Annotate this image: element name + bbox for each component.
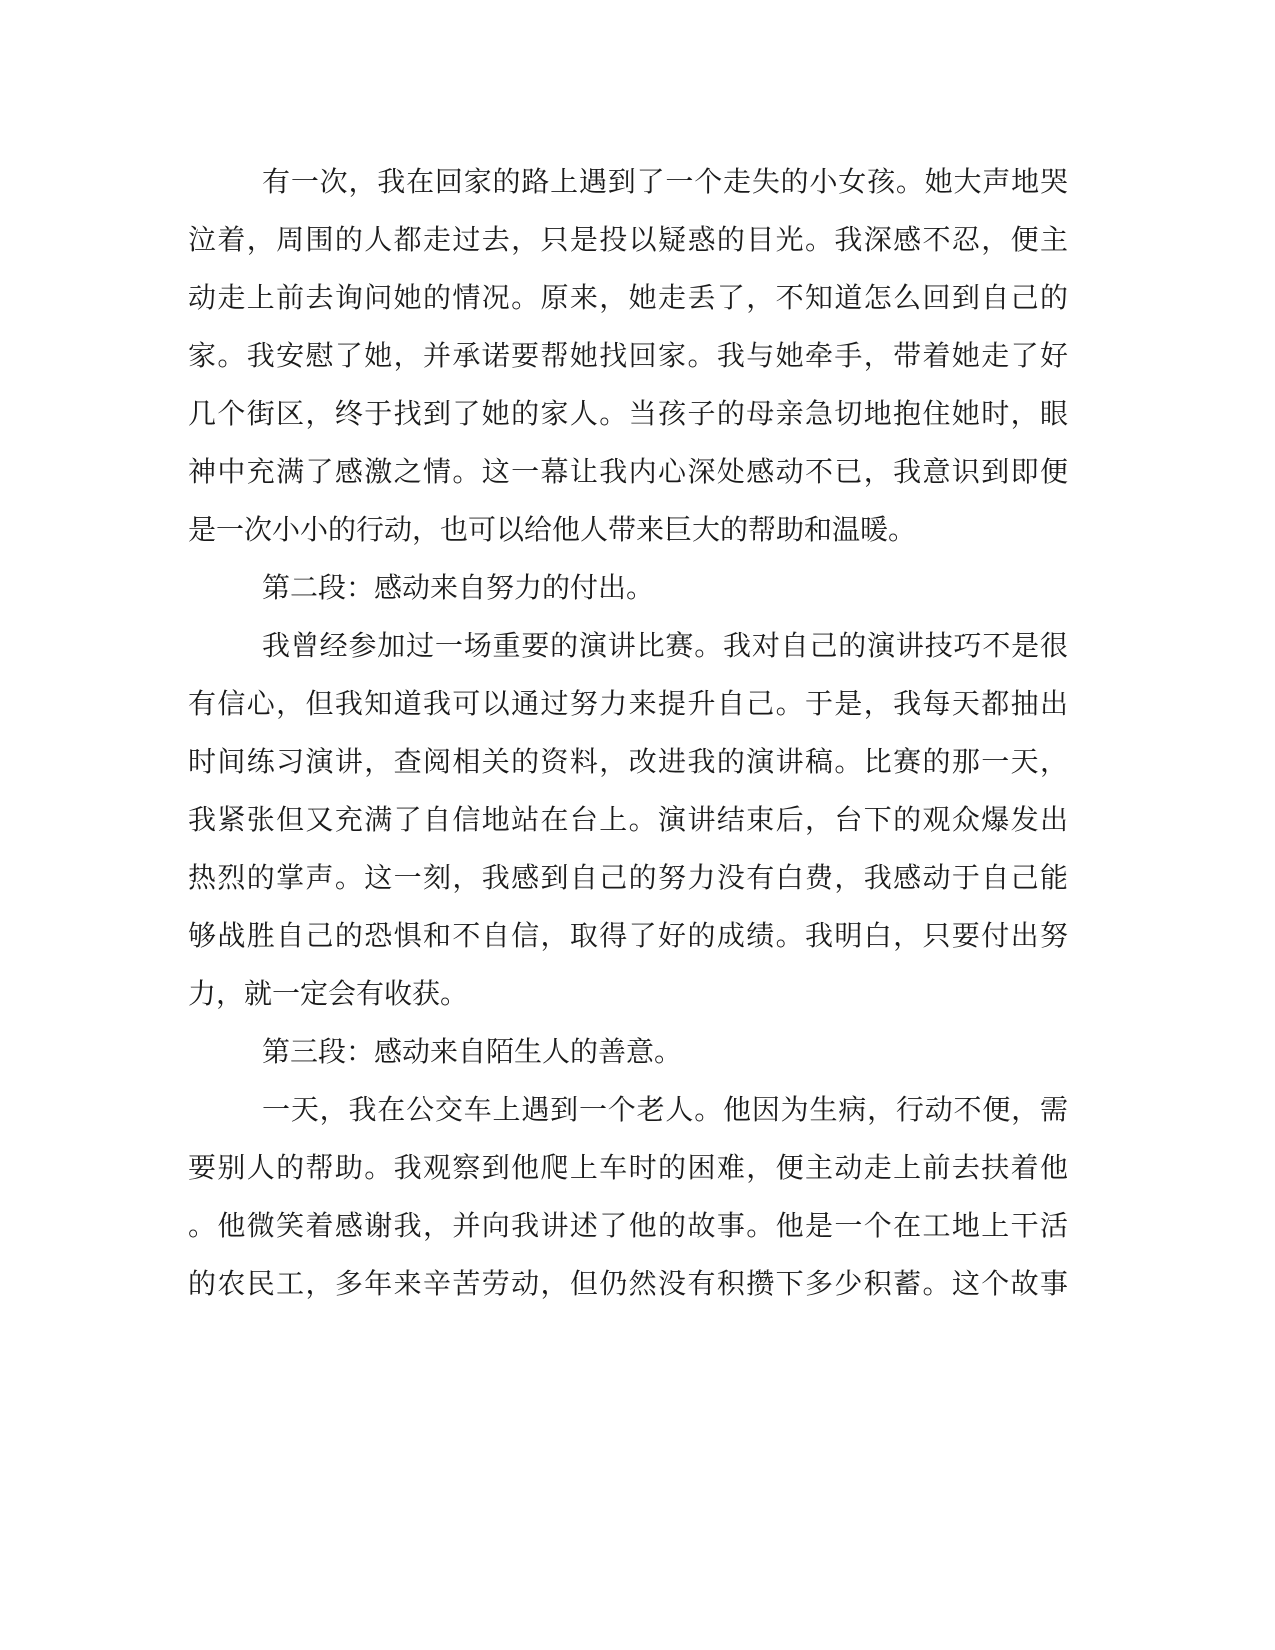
paragraph-line: 的农民工，多年来辛苦劳动，但仍然没有积攒下多少积蓄。这个故事 bbox=[188, 1267, 1068, 1300]
paragraph-line: 。他微笑着感谢我，并向我讲述了他的故事。他是一个在工地上干活 bbox=[188, 1209, 1068, 1242]
paragraph-line: 神中充满了感激之情。这一幕让我内心深处感动不已，我意识到即便 bbox=[188, 455, 1068, 488]
paragraph-line: 时间练习演讲，查阅相关的资料，改进我的演讲稿。比赛的那一天， bbox=[188, 745, 1068, 778]
paragraph-line: 几个街区，终于找到了她的家人。当孩子的母亲急切地抱住她时，眼 bbox=[188, 397, 1068, 430]
paragraph-line: 有一次，我在回家的路上遇到了一个走失的小女孩。她大声地哭 bbox=[262, 165, 1068, 198]
paragraph-line: 要别人的帮助。我观察到他爬上车时的困难，便主动走上前去扶着他 bbox=[188, 1151, 1068, 1184]
paragraph-line: 够战胜自己的恐惧和不自信，取得了好的成绩。我明白，只要付出努 bbox=[188, 919, 1068, 952]
paragraph-line: 一天，我在公交车上遇到一个老人。他因为生病，行动不便，需 bbox=[262, 1093, 1068, 1126]
paragraph-line: 力，就一定会有收获。 bbox=[188, 977, 469, 1010]
paragraph-line: 家。我安慰了她，并承诺要帮她找回家。我与她牵手，带着她走了好 bbox=[188, 339, 1068, 372]
paragraph-line: 我曾经参加过一场重要的演讲比赛。我对自己的演讲技巧不是很 bbox=[262, 629, 1068, 662]
section-heading-2: 第二段：感动来自努力的付出。 bbox=[262, 571, 655, 604]
section-heading-3: 第三段：感动来自陌生人的善意。 bbox=[262, 1035, 683, 1068]
paragraph-line: 有信心，但我知道我可以通过努力来提升自己。于是，我每天都抽出 bbox=[188, 687, 1068, 720]
paragraph-line: 我紧张但又充满了自信地站在台上。演讲结束后，台下的观众爆发出 bbox=[188, 803, 1068, 836]
paragraph-line: 动走上前去询问她的情况。原来，她走丢了，不知道怎么回到自己的 bbox=[188, 281, 1068, 314]
paragraph-line: 泣着，周围的人都走过去，只是投以疑惑的目光。我深感不忍，便主 bbox=[188, 223, 1068, 256]
paragraph-line: 热烈的掌声。这一刻，我感到自己的努力没有白费，我感动于自己能 bbox=[188, 861, 1068, 894]
paragraph-line: 是一次小小的行动，也可以给他人带来巨大的帮助和温暖。 bbox=[188, 513, 917, 546]
